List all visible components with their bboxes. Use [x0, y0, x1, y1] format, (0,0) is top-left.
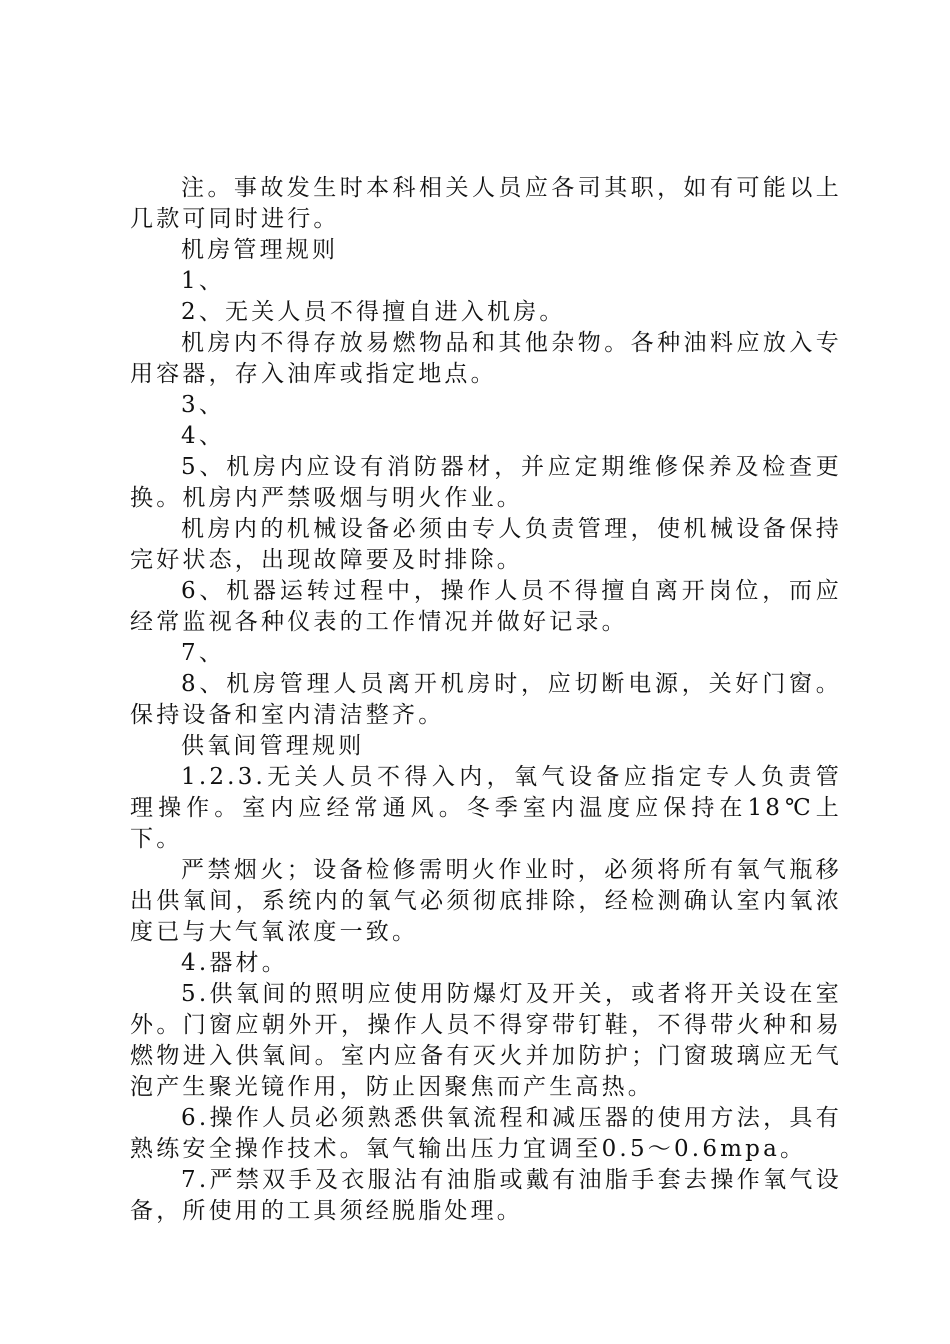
paragraph-no-fire: 严禁烟火；设备检修需明火作业时，必须将所有氧气瓶移出供氧间，系统内的氧气必须彻底排除，经检测确认室内氧浓度已与大气氧浓度一致。 — [130, 857, 842, 945]
paragraph-item-1: 1、 — [181, 268, 226, 294]
paragraph-oxygen-4: 4.器材。 — [181, 950, 288, 976]
paragraph-item-2: 2、无关人员不得擅自进入机房。 — [181, 299, 566, 325]
paragraph-storage: 机房内不得存放易燃物品和其他杂物。各种油料应放入专用容器，存入油库或指定地点。 — [130, 330, 842, 387]
heading-machine-room-rules: 机房管理规则 — [181, 237, 339, 263]
paragraph-item-4: 4、 — [181, 423, 226, 449]
paragraph-emergency-note: 注。事故发生时本科相关人员应各司其职，如有可能以上几款可同时进行。 — [130, 175, 842, 232]
paragraph-oxygen-7: 7.严禁双手及衣服沾有油脂或戴有油脂手套去操作氧气设备，所使用的工具须经脱脂处理。 — [130, 1167, 842, 1224]
paragraph-oxygen-1-2-3: 1.2.3.无关人员不得入内，氧气设备应指定专人负责管理操作。室内应经常通风。冬季室内温度应保持在18℃上下。 — [130, 764, 842, 852]
paragraph-item-3: 3、 — [181, 392, 226, 418]
paragraph-oxygen-6: 6.操作人员必须熟悉供氧流程和减压器的使用方法，具有熟练安全操作技术。氧气输出压力宜调至0.5～0.6mpa。 — [130, 1105, 842, 1162]
paragraph-equipment: 机房内的机械设备必须由专人负责管理，使机械设备保持完好状态，出现故障要及时排除。 — [130, 516, 842, 573]
paragraph-item-7: 7、 — [181, 640, 226, 666]
paragraph-item-6: 6、机器运转过程中，操作人员不得擅自离开岗位，而应经常监视各种仪表的工作情况并做好记录。 — [130, 578, 842, 635]
document-body — [130, 173, 842, 1227]
paragraph-item-8: 8、机房管理人员离开机房时，应切断电源，关好门窗。保持设备和室内清洁整齐。 — [130, 671, 842, 728]
paragraph-item-5: 5、机房内应设有消防器材，并应定期维修保养及检查更换。机房内严禁吸烟与明火作业。 — [130, 454, 842, 511]
paragraph-oxygen-5: 5.供氧间的照明应使用防爆灯及开关，或者将开关设在室外。门窗应朝外开，操作人员不得穿带钉鞋，不得带火种和易燃物进入供氧间。室内应备有灭火并加防护；门窗玻璃应无气泡产生聚光镜作用，防止因聚焦而产生高热。 — [130, 981, 842, 1100]
heading-oxygen-room-rules: 供氧间管理规则 — [181, 733, 365, 759]
